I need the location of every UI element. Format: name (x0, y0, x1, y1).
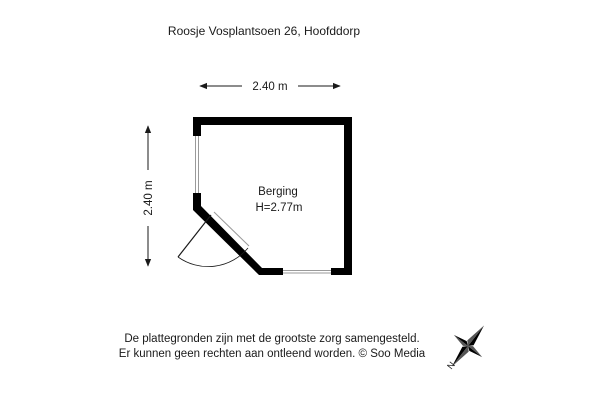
address-title: Roosje Vosplantsoen 26, Hoofddorp (167, 24, 361, 38)
horizontal-dimension (200, 81, 340, 93)
disclaimer-line-1: De plattegronden zijn met de grootste zorg samengesteld. (124, 333, 420, 345)
compass-rose-icon (440, 318, 496, 374)
bottom-window (283, 268, 331, 275)
vertical-dimension (143, 126, 155, 266)
room-berging (178, 117, 352, 275)
compass-north-label: N (445, 359, 457, 372)
vertical-dimension-label: 2.40 m (143, 180, 155, 216)
room-name: Berging (258, 186, 298, 198)
room-height: H=2.77m (255, 202, 303, 214)
door (178, 209, 252, 267)
disclaimer-line-2: Er kunnen geen rechten aan ontleend worden. © Soo Media (118, 348, 426, 360)
left-window (193, 136, 201, 193)
horizontal-dimension-label: 2.40 m (252, 81, 288, 93)
